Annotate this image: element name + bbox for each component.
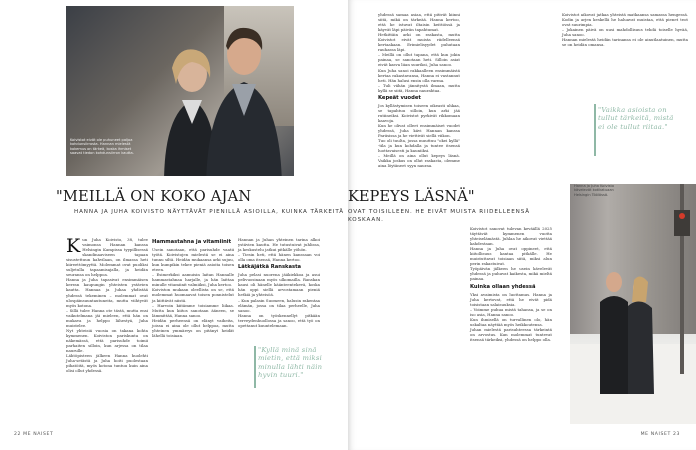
text-column-1 — [66, 237, 148, 373]
paragraph: – Harvoin kiitämme toisiamme liikaa. Mutta kun kiitos sanotaan ääneen, se lämmittää, Hanna sanoo. — [152, 302, 234, 318]
paragraph: yhdessä samaa asiaa, että pitivät kiinni siitä, mikä on tärkeää. Hanna kertoo, että he istuvat iltaisin keittiössä ja käyvät läpi päivän tapahtumat. — [378, 12, 460, 33]
text-column-3 — [238, 237, 320, 328]
pull-quote-rule — [254, 346, 256, 388]
text-column-4 — [378, 12, 460, 168]
paragraph: Usein sanotaan, että parisuhde vaatii työtä. Koivistojen mielestä se ei aina tunnu siltä. Heidän mukaansa arki sujuu, kun kumpikin tekee pieniä asioita toisen eteen. — [152, 247, 234, 273]
text-column-5 — [470, 226, 552, 342]
subheading: Hammastahna ja vitamiinit — [152, 239, 232, 245]
paragraph: – Meillä on aina ollut kepeys läsnä. Vaikka joskus on ollut raskasta, olemme aina löytäneet syyn nauraa. — [378, 153, 460, 169]
paragraph: Heidän perheensä on elänyt vaiheita, joissa ei aina ole ollut helppoa, mutta yhteinen ymmärrys on pitänyt heidät lähellä toisiaan. — [152, 317, 234, 338]
text-column-6 — [562, 12, 688, 47]
paragraph: – Voimme puhua mistä tahansa, ja se on iso asia, Hanna sanoo. — [470, 306, 552, 317]
paragraph: Yksi avaimista on luottamus. Hanna ja Juha kertovat, että he eivät pidä toisistaan salaisuuksia. — [470, 291, 552, 307]
paragraph: Nyt yhteisiä vuosia on takana kohta kymmenen. Koiviston pariskunta on näkemässä, että parisuhde toimii parhaiten silloin, kun arjessa on tilaa naurulle. — [66, 327, 148, 354]
paragraph: Tuo oli tuulta, jossa muuttuu "okei kyllä" -tila ja kun kohdalla ja tuntee itsensä luottavaisesti ja kauniiksi. — [378, 138, 460, 154]
paragraph: Hanna ja Juha tapasivat ensimmäisen kerran kaupungin yhteisten ystävien kautta. Hannaa ja Juhaa yhdistää yhdessä tekeminen – molemmat ovat ulospäinsuuntautuneita, mutta viihtyvät myös kotona. — [66, 277, 148, 308]
paragraph: Hannan mielestä heidän tarinansa ei ole ainutlaatuinen, mutta se on heidän omansa. — [562, 37, 688, 48]
man-figure — [206, 20, 282, 176]
paragraph: Kun Juha Koivisto, 38, tulee vaimonsa Hannan kanssa Helsingin Kampissa tyypillisessä skandinaaviseen tapaan sisustettuun kahvilaan, on ilmassa heti kiireettömyyttä. Molemmat ovat puoliksi suljetulla tapaamisajalla, ja heidän seuransa on helppoa. — [66, 235, 148, 278]
lead-text: HANNA JA JUHA KOIVISTO NÄYTTÄVÄT PIENILLÄ ASIOILLA, KUINKA TÄRKEITÄ — [73, 209, 345, 215]
paragraph: Työpäivän jälkeen he usein kävelevät yhdessä ja puhuvat kaikesta, mikä mieltä painaa. — [470, 266, 552, 282]
pull-quote-rule — [594, 104, 596, 156]
paragraph: Hanna on työskennellyt pitkään terveydenhuollossa ja sanoo, että työ on opettanut kuuntelemaan. — [238, 312, 320, 328]
photo-caption: Hanna ja Juha Koivisto kävelevät kotikatuaan Helsingin Töölössä. — [574, 184, 615, 197]
subheading: Kuinka ollaan yhdessä — [470, 283, 536, 290]
paragraph: – Kun palasin Suomeen, halusin rakentaa elämän, jossa on tilaa perheelle, Juha sanoo. — [238, 297, 320, 313]
drop-cap: K — [66, 235, 81, 257]
paragraph: Koiviston mukaan oleellista on se, että molemmat huomaavat toisen ponnistelut ja kiittävät niistä. — [152, 287, 234, 303]
photo-caption: Koivistot eivät ole puhuneet paljoa kohdunsiirrosta. Hannan mielestä kokemus on tärkeä, koska ihmiset saavat tiedon kohdunsiirron kautta. — [70, 138, 134, 156]
paragraph: Koivistot sanovat tulevan keväällä 2025 täyttävät kymmenen vuotta yhteiselämästä. Juhlaa he aikovat viettää kahdestaan. — [470, 226, 552, 247]
paragraph: Koivistot aikovat jatkaa yhteistä matkaansa samassa hengessä. Kodin ja arjen keskellä he haluavat muistaa, että pienet teot ovat suurimpia. — [562, 12, 688, 28]
paragraph: – Sillä tulee Hanna ote tästä, mutta ensi vaikutelmana jäi mieleen, että hän on mukava ja helppo lähestyä, Juha muistelee. — [66, 307, 148, 328]
street-photo — [570, 184, 696, 424]
paragraph: – Meillä on ollut tapana, että kun jokin painaa, se sanotaan heti. Silloin asiat eivät kasva liian suuriksi, Juha sanoo. — [378, 52, 460, 68]
subheading: Kepeät vuodet — [378, 94, 421, 101]
paragraph: Kun Juha sanoi rakkaalleen ensimmäistä kertaa rakastavansa, Hanna ei vastannut heti. Hän halusi ensin olla varma. — [378, 67, 460, 83]
paragraph: Juha pelasi nuorena jääkiekkoa ja asui pelivuosinaan myös ulkomailla. Ranskan kausi oli hänelle käänteentekevä, koska hän oppi siellä arvostamaan pieniä hetkiä ja yhteisöä. — [238, 272, 320, 298]
paragraph: Kun ihmisellä on turvallinen olo, hän uskaltaa näyttää myös heikkoutensa. — [470, 316, 552, 327]
text-column-2 — [152, 237, 234, 338]
paragraph: Hetkittäin arki on raskasta, mutta Koivistot eivät muista riidelleensä kertaakaan. Erimielisyydet puhutaan rauhassa läpi. — [378, 32, 460, 53]
paragraph: Juhan mielestä parisuhteessa tärkeintä on arvostus. Kun molemmat tuntevat itsensä tärkeiksi, yhdessä on helppo olla. — [470, 326, 552, 342]
paragraph: – Tuli vähän jännitystä ilmaan, mutta kyllä se siitä, Hanna naurahtaa. — [378, 82, 460, 93]
paragraph: Jos kyllästymisen toiseen oikeasti uhkaa, se tapahtuu silloin, kun arki jää rutiineiksi. Koivistot pyrkivät rikkomaan kaavoja. — [378, 102, 460, 123]
paragraph: – Jokainen päivä on uusi mahdollisuus tehdä toiselle hyvää, Juha sanoo. — [562, 27, 688, 38]
pull-quote: "Vaikka asioista on tullut tärkeitä, mistä ei ole tullut riitaa." — [598, 106, 674, 131]
lead-text-continued: OVAT TOISILLEEN. HE EIVÄT MUISTA RIIDELLEENSÄ KOSKAAN. — [348, 209, 531, 223]
paragraph: – Tiesin heti, että hänen kanssaan voi olla oma itsensä, Hanna kertoo. — [238, 252, 320, 263]
pull-quote: "Kyllä minä sinä mietin, että miksi minulla lähti näin hyvin tuuri." — [258, 346, 323, 380]
headline: "MEILLÄ ON KOKO AJAN — [56, 188, 252, 205]
page-folio: 22 ME NAISET — [14, 432, 54, 437]
paragraph: Hanna ja Juha ovat oppineet, että kiitollisuus kantaa pitkälle. He muistuttavat toisiaan siitä, miksi alun perin rakastuivat. — [470, 246, 552, 267]
paragraph: Hannan ja Juhan yhteinen tarina alkoi ystävien kautta. He tutustuivat juhlissa, ja keskustelu jatkui pitkälle yöhön. — [238, 237, 320, 253]
couple-photo — [66, 6, 294, 176]
headline-continued: KEPEYS LÄSNÄ" — [348, 188, 475, 205]
page-folio: ME NAISET 23 — [640, 432, 680, 437]
walking-couple-figures — [570, 184, 696, 424]
paragraph: – Esimerkiksi aamuisin laitan Hannalle hammastahnaa harjalle, ja hän laittaa minulle vitamiinit valmiiksi, Juha kertoo. — [152, 272, 234, 288]
paragraph: Kun he olivat olleet ensimmäiset vuodet yhdessä, Juha kävi Hannan kanssa Pariisissa ja he viettivät siellä viikon. — [378, 122, 460, 139]
subheading: Lätkäjätkä Ranskasta — [238, 264, 302, 271]
paragraph: Lähtöpisteen jälkeen Hanna huolehti Juha-setästä ja Juha hoiti puolestaan pihatöitä, myös kotona tuntuu kuin aina olisi ollut yhdessä. — [66, 353, 148, 374]
